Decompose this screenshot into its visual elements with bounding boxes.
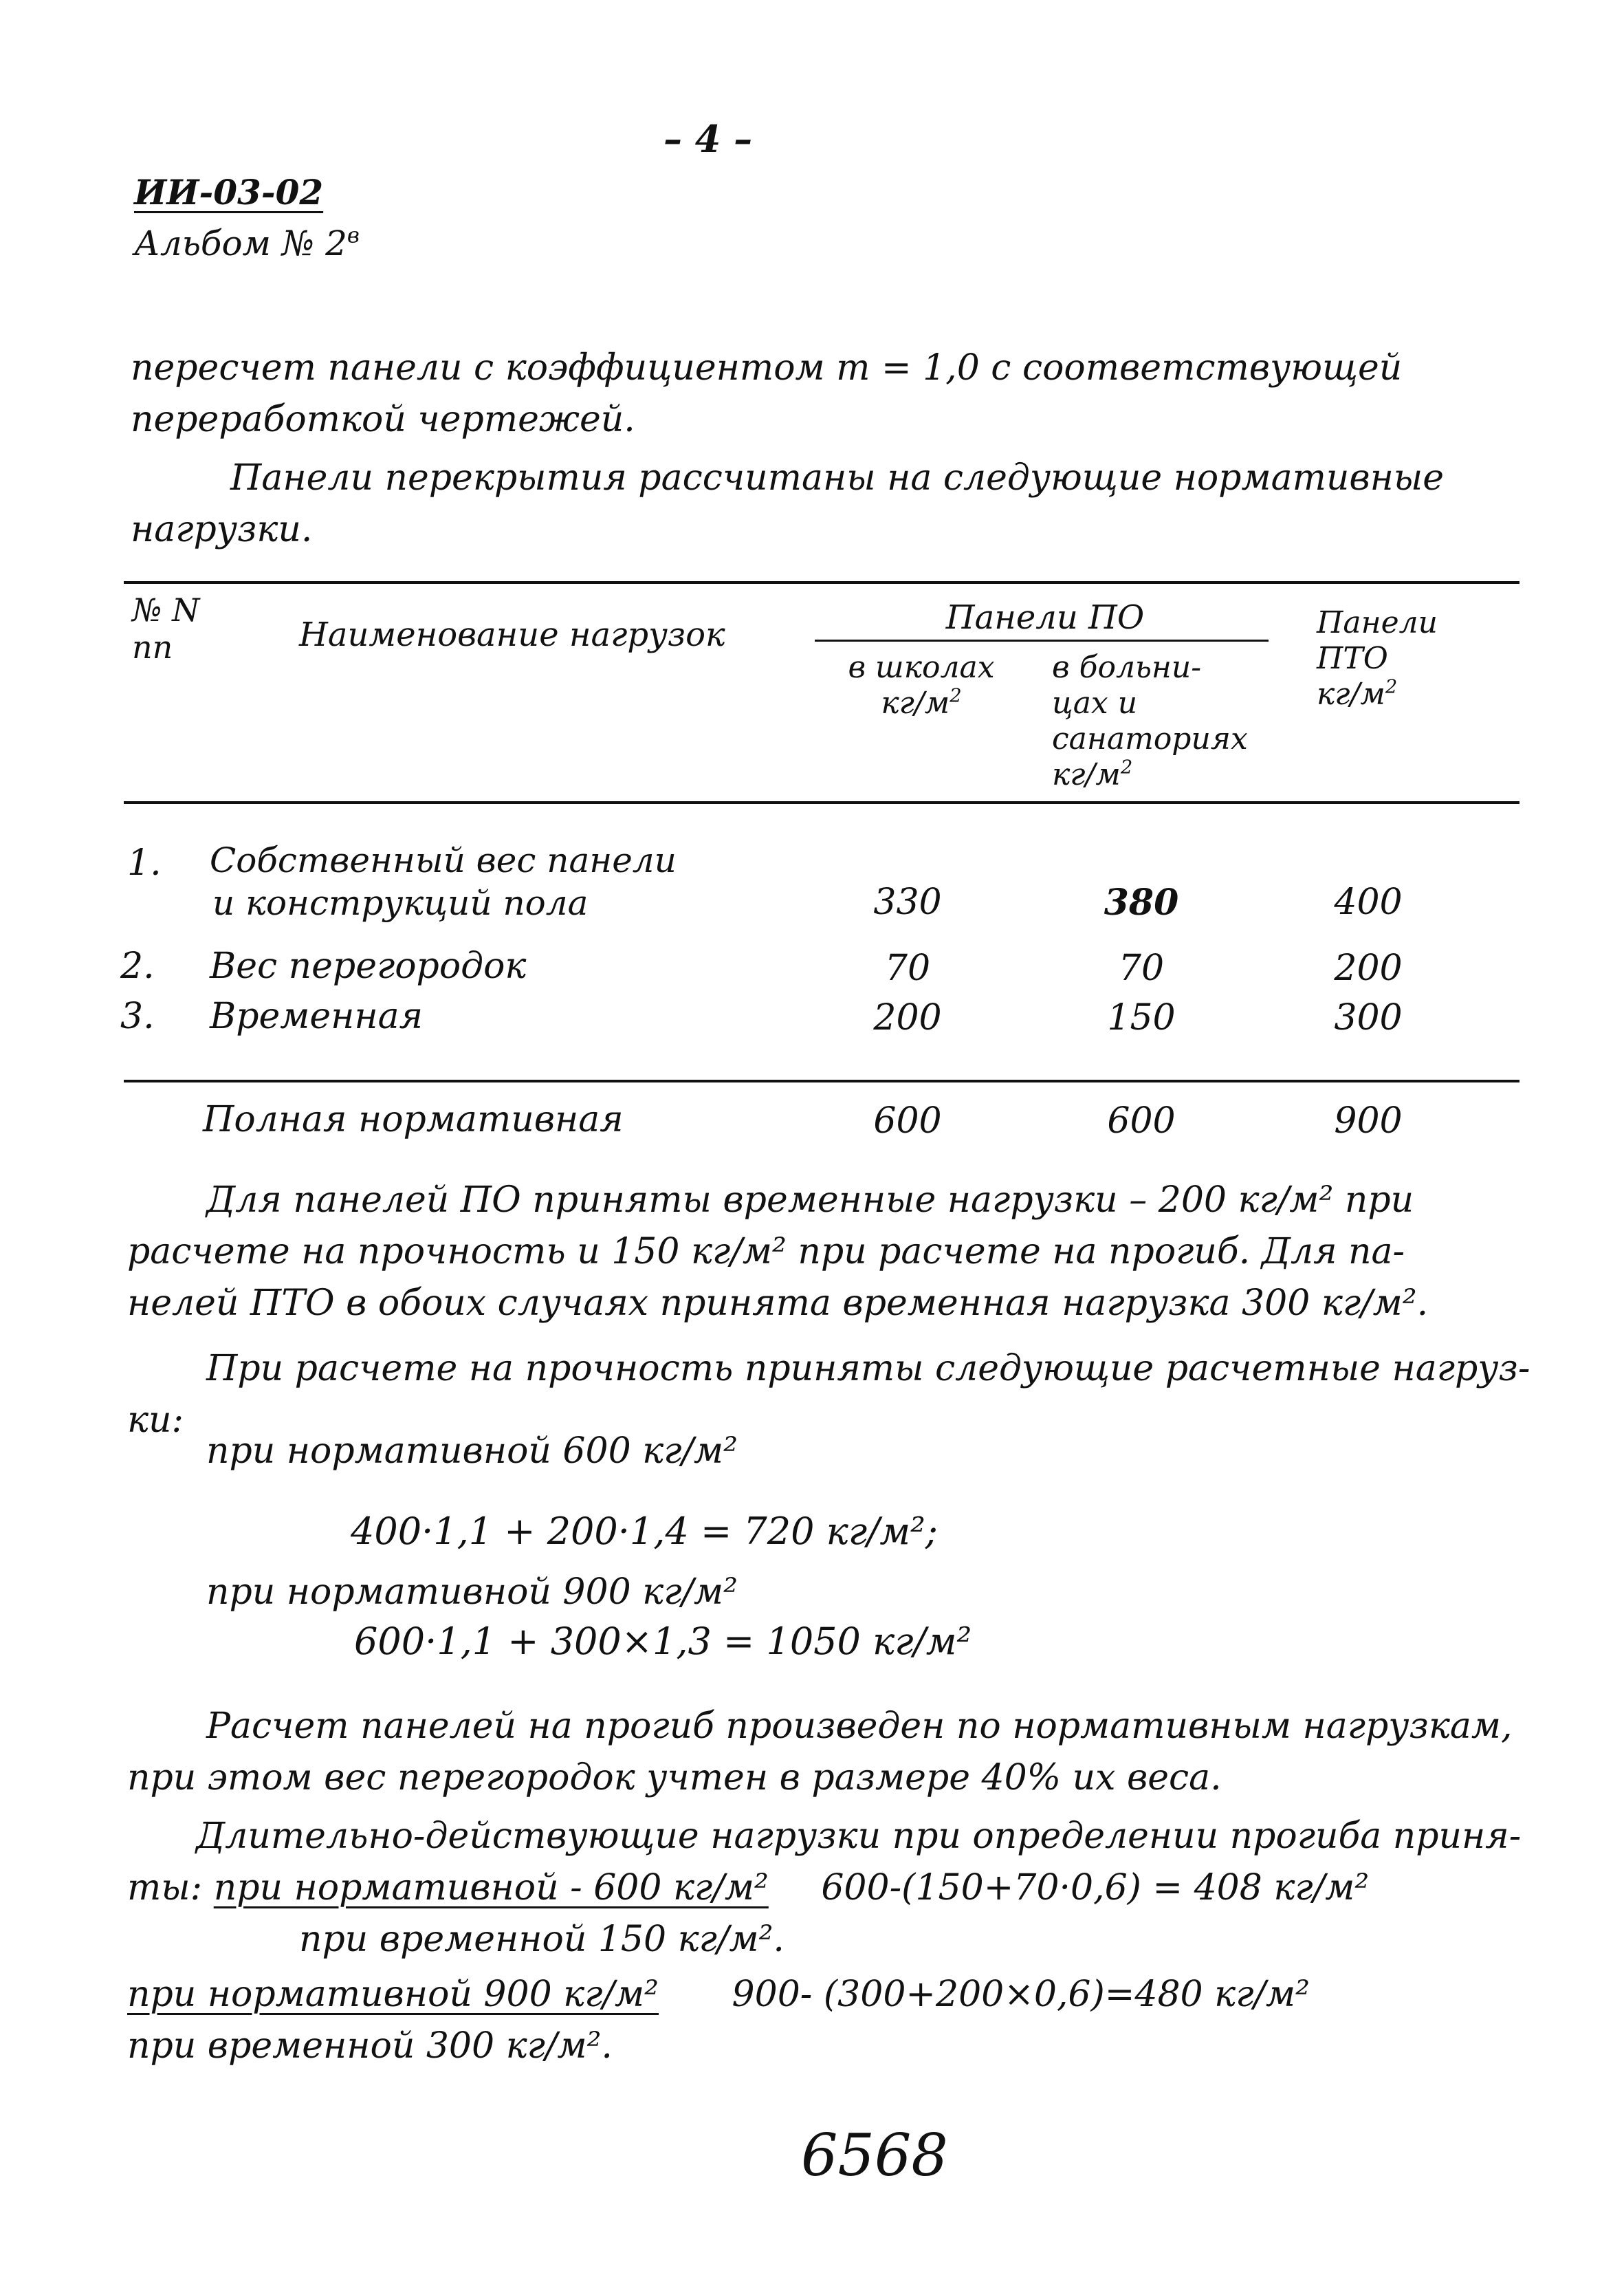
para4-line-2-formula: 600-(150+70·0,6) = 408 кг/м² [821, 1867, 1370, 1908]
col-header-hospitals-line-2: цах и [1052, 686, 1138, 721]
col-header-schools-line-2 [815, 686, 1028, 721]
total-name: Полная нормативная [203, 1099, 624, 1140]
para4-line-4 [127, 1974, 1310, 2015]
row-1-name-line-1: Собственный вес панели [210, 840, 677, 880]
col-header-schools-line-1: в школах [848, 650, 995, 685]
col-group-po: Панели ПО [945, 598, 1145, 637]
po-group-rule [815, 640, 1269, 642]
row-3-num: 3. [120, 996, 155, 1037]
row-3-hospitals: 150 [1107, 997, 1176, 1038]
row-3-pto: 300 [1334, 997, 1403, 1038]
col-header-hospitals-unit: кг/м [1052, 757, 1121, 792]
total-hospitals: 600 [1107, 1100, 1176, 1142]
para2-sub-1: при нормативной 600 кг/м² [206, 1430, 738, 1472]
para4-line-3: при временной 150 кг/м². [299, 1919, 784, 1960]
col-header-hospitals-line-4 [1052, 757, 1248, 793]
col-header-num-line-1: № N [132, 591, 200, 629]
table-header-rule [124, 801, 1519, 804]
para2-formula-2: 600·1,1 + 300×1,3 = 1050 кг/м² [354, 1620, 972, 1663]
album-text: Альбом № 2 [134, 224, 347, 263]
row-1-hospitals: 380 [1104, 882, 1179, 924]
row-2-schools: 70 [884, 948, 931, 989]
col-header-pto-unit: кг/м [1317, 677, 1385, 712]
para3-line-1: Расчет панелей на прогиб произведен по нормативным нагрузкам, [206, 1706, 1513, 1747]
col-header-hospitals-sq: 2 [1120, 756, 1133, 779]
para4-line-4-formula: 900- (300+200×0,6)=480 кг/м² [732, 1974, 1310, 2015]
intro-line-1: пересчет панели с коэффициентом m = 1,0 с соответствующей [131, 347, 1403, 389]
row-3-schools: 200 [873, 997, 942, 1038]
col-header-pto-line-1: Панели [1317, 605, 1438, 640]
col-header-schools-sq: 2 [950, 685, 962, 707]
col-header-schools-unit: кг/м [881, 686, 950, 721]
para2-sub-2: при нормативной 900 кг/м² [206, 1571, 738, 1613]
total-pto: 900 [1334, 1100, 1403, 1142]
row-2-num: 2. [120, 946, 155, 987]
row-2-pto: 200 [1334, 948, 1403, 989]
para2-line-1: При расчете на прочность приняты следующие расчетные нагруз- [206, 1348, 1530, 1389]
para2-formula-1: 400·1,1 + 200·1,4 = 720 кг/м²; [351, 1510, 938, 1553]
col-header-pto-line-3 [1317, 677, 1438, 712]
doc-code: ИИ-03-02 [134, 172, 324, 213]
row-1-schools: 330 [873, 882, 942, 923]
para4-line-1: Длительно-действующие нагрузки при определении прогиба приня- [196, 1816, 1522, 1857]
para4-line-5: при временной 300 кг/м². [127, 2025, 613, 2067]
total-schools: 600 [873, 1100, 942, 1142]
para1-line-2: расчете на прочность и 150 кг/м² при расчете на прогиб. Для па- [127, 1231, 1405, 1272]
col-header-num-line-2: пп [132, 629, 173, 666]
para1-line-1: Для панелей ПО приняты временные нагрузки – 200 кг/м² при [206, 1179, 1414, 1221]
row-1-pto: 400 [1334, 882, 1403, 923]
para4-line-2-underlined: при нормативной - 600 кг/м² [213, 1867, 769, 1908]
col-header-name: Наименование нагрузок [299, 616, 725, 654]
page-number: – 4 – [663, 117, 753, 161]
table-top-rule [124, 581, 1519, 584]
intro-line-4: нагрузки. [131, 509, 313, 550]
para4-line-2 [127, 1867, 1369, 1908]
para4-line-2-prefix: ты: [127, 1867, 203, 1908]
intro-line-2: переработкой чертежей. [131, 399, 635, 440]
intro-line-3: Панели перекрытия рассчитаны на следующие нормативные [230, 457, 1445, 499]
album-label [134, 224, 360, 263]
col-header-pto-sq: 2 [1385, 676, 1398, 698]
col-header-pto [1317, 605, 1438, 712]
row-1-num: 1. [127, 842, 162, 884]
row-1-name-line-2: и конструкций пола [212, 883, 589, 923]
row-3-name: Временная [210, 996, 424, 1037]
album-sup: в [347, 223, 360, 248]
para3-line-2: при этом вес перегородок учтен в размере 40% их веса. [127, 1757, 1222, 1798]
col-header-hospitals-line-3: санаториях [1052, 721, 1248, 756]
row-2-name: Вес перегородок [210, 946, 527, 987]
col-header-schools [815, 650, 1028, 721]
table-total-rule [124, 1080, 1519, 1082]
row-1-name [210, 839, 677, 924]
col-header-num [132, 591, 199, 666]
para2-line-2: ки: [127, 1400, 184, 1441]
col-header-hospitals [1052, 650, 1248, 793]
sheet-number: 6568 [801, 2122, 948, 2189]
para1-line-3: нелей ПТО в обоих случаях принята временная нагрузка 300 кг/м². [127, 1283, 1429, 1324]
col-header-hospitals-line-1: в больни- [1052, 650, 1202, 685]
para4-line-4-underlined: при нормативной 900 кг/м² [127, 1974, 659, 2015]
row-2-hospitals: 70 [1118, 948, 1165, 989]
col-header-pto-line-2: ПТО [1317, 641, 1388, 676]
